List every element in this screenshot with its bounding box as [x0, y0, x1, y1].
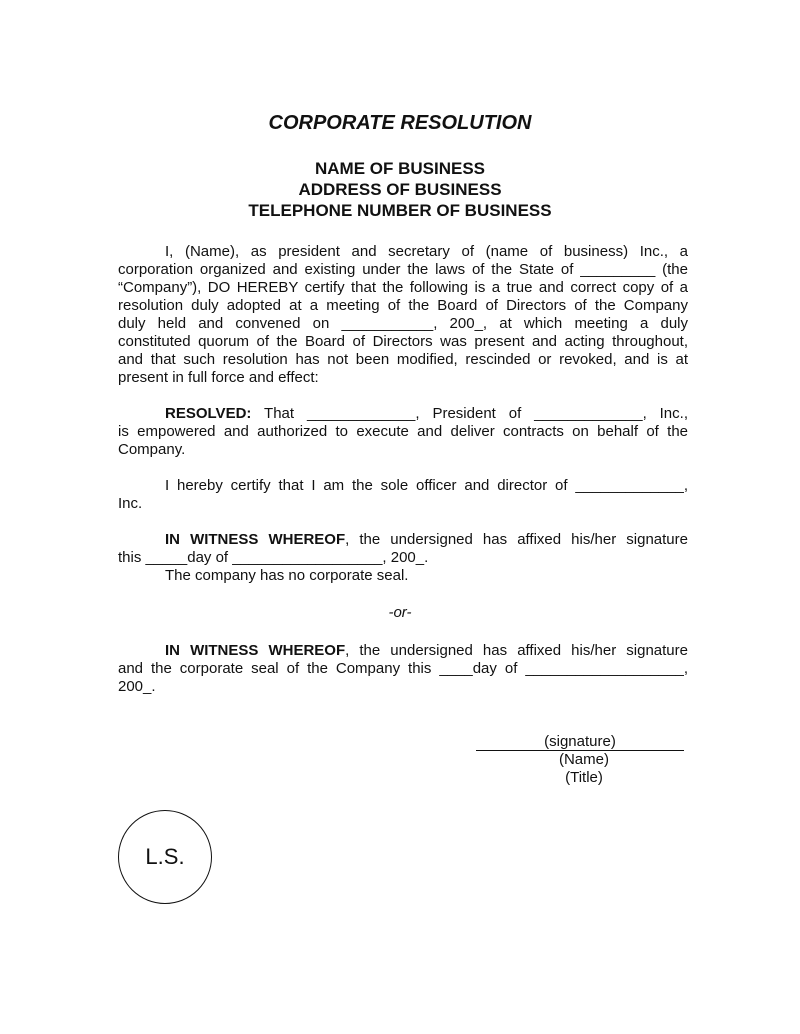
witness-line [118, 531, 688, 549]
or-separator: -or- [388, 604, 412, 621]
resolved-line: is empowered and authorized to execute and deliver contracts on behalf of the [118, 423, 688, 440]
business-name: NAME OF BUSINESS [314, 159, 486, 178]
witness-line-text: , the undersigned has affixed his/her signature [345, 531, 688, 548]
no-seal-note: The company has no corporate seal. [165, 567, 409, 584]
resolved-paragraph [118, 405, 688, 459]
signer-name: (Name) [558, 751, 609, 768]
certification-line: constituted quorum of the Board of Directors was present and acting throughout, [118, 333, 688, 350]
sole-officer-paragraph [118, 477, 688, 513]
witness-label: IN WITNESS WHEREOF [165, 642, 346, 659]
witness-line: this _____day of __________________, 200_. [118, 549, 429, 566]
certification-line: and that such resolution has not been modified, rescinded or revoked, and is at [118, 351, 688, 368]
certification-line: “Company”), DO HEREBY certify that the following is a true and correct copy of a [118, 279, 688, 296]
seal-circle [118, 810, 212, 904]
witness-label: IN WITNESS WHEREOF [165, 531, 346, 548]
resolved-label: RESOLVED: [165, 405, 252, 422]
certification-line: present in full force and effect: [118, 369, 319, 386]
witness-line: 200_. [118, 678, 156, 695]
certification-line: resolution duly adopted at a meeting of the Board of Directors of the Company [118, 297, 688, 314]
signer-title: (Title) [565, 769, 603, 786]
signature-block [476, 733, 684, 787]
certification-line: duly held and convened on ___________, 200_, at which meeting a duly [118, 315, 688, 332]
witness-line [118, 642, 688, 660]
business-phone: TELEPHONE NUMBER OF BUSINESS [248, 201, 552, 220]
certification-paragraph [118, 243, 688, 387]
sole-officer-line: I hereby certify that I am the sole officer and director of _____________, [165, 477, 688, 494]
document-title: CORPORATE RESOLUTION [268, 112, 532, 134]
witness-line: and the corporate seal of the Company this ____day of ___________________, [118, 660, 688, 677]
witness-no-seal-paragraph [118, 531, 688, 585]
signature-line: (signature) [476, 733, 684, 751]
resolved-line-text: That _____________, President of _____________, Inc., [251, 405, 688, 422]
witness-with-seal-paragraph [118, 642, 688, 696]
seal-text: L.S. [145, 844, 185, 869]
resolved-line: Company. [118, 441, 186, 458]
certification-line: I, (Name), as president and secretary of (name of business) Inc., a [165, 243, 688, 260]
witness-line-text: , the undersigned has affixed his/her signature [345, 642, 688, 659]
business-address: ADDRESS OF BUSINESS [298, 180, 502, 199]
resolved-line [118, 405, 688, 423]
sole-officer-line: Inc. [118, 495, 143, 512]
certification-line: corporation organized and existing under the laws of the State of _________ (the [118, 261, 688, 278]
